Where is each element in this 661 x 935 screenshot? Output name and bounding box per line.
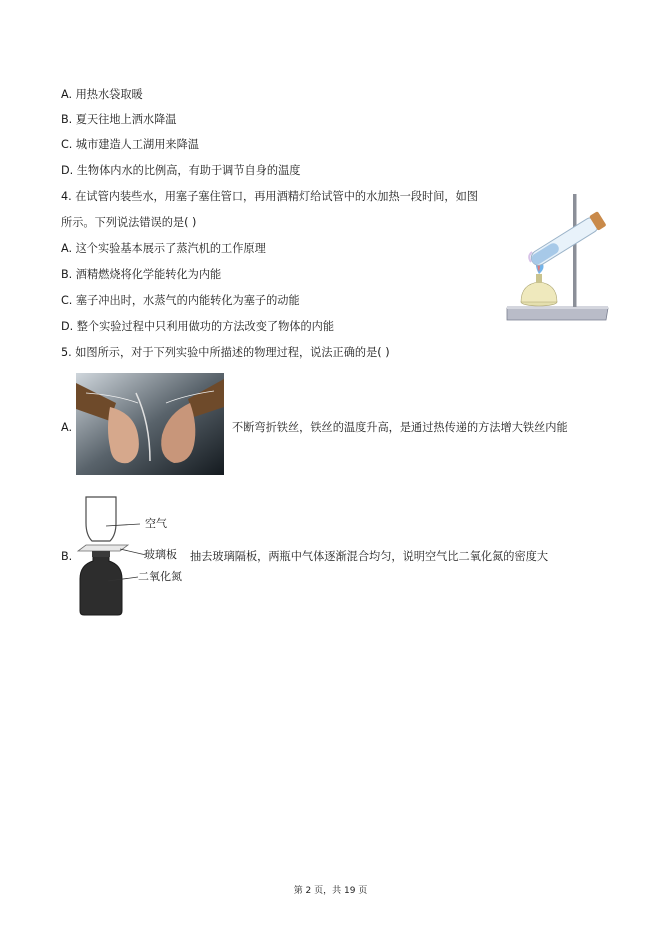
q5-option-a-text: 不断弯折铁丝，铁丝的温度升高，是通过热传递的方法增大铁丝内能 bbox=[232, 421, 568, 434]
q4-option-a: A. 这个实验基本展示了蒸汽机的工作原理 bbox=[61, 242, 266, 255]
no2-label: 二氧化氮 bbox=[138, 570, 182, 583]
question-5-line: 5. 如图所示，对于下列实验中所描述的物理过程，说法正确的是( ) bbox=[61, 346, 390, 359]
glass-plate-label: 玻璃板 bbox=[144, 548, 177, 561]
question-4-line-2: 所示。下列说法错误的是( ) bbox=[61, 216, 197, 229]
bending-wire-photo bbox=[76, 373, 224, 475]
q4-option-c: C. 塞子冲出时，水蒸气的内能转化为塞子的动能 bbox=[61, 294, 300, 307]
q5-option-a-label: A. bbox=[61, 421, 73, 434]
option-c-line: C. 城市建造人工湖用来降温 bbox=[61, 138, 199, 151]
q4-option-d: D. 整个实验过程中只利用做功的方法改变了物体的内能 bbox=[61, 320, 335, 333]
option-d-line: D. 生物体内水的比例高，有助于调节自身的温度 bbox=[61, 164, 301, 177]
question-4-line-1: 4. 在试管内装些水，用塞子塞住管口，再用酒精灯给试管中的水加热一段时间，如图 bbox=[61, 190, 478, 203]
q5-option-b-text: 抽去玻璃隔板，两瓶中气体逐渐混合均匀，说明空气比二氧化氮的密度大 bbox=[190, 550, 549, 563]
air-label: 空气 bbox=[145, 517, 167, 530]
q4-option-b: B. 酒精燃烧将化学能转化为内能 bbox=[61, 268, 222, 281]
test-tube-apparatus-figure bbox=[505, 190, 610, 322]
option-b-line: B. 夏天往地上洒水降温 bbox=[61, 113, 177, 126]
option-a-line: A. 用热水袋取暖 bbox=[61, 88, 143, 101]
page-footer: 第 2 页，共 19 页 bbox=[293, 886, 368, 896]
q5-option-b-label: B. bbox=[61, 550, 73, 563]
